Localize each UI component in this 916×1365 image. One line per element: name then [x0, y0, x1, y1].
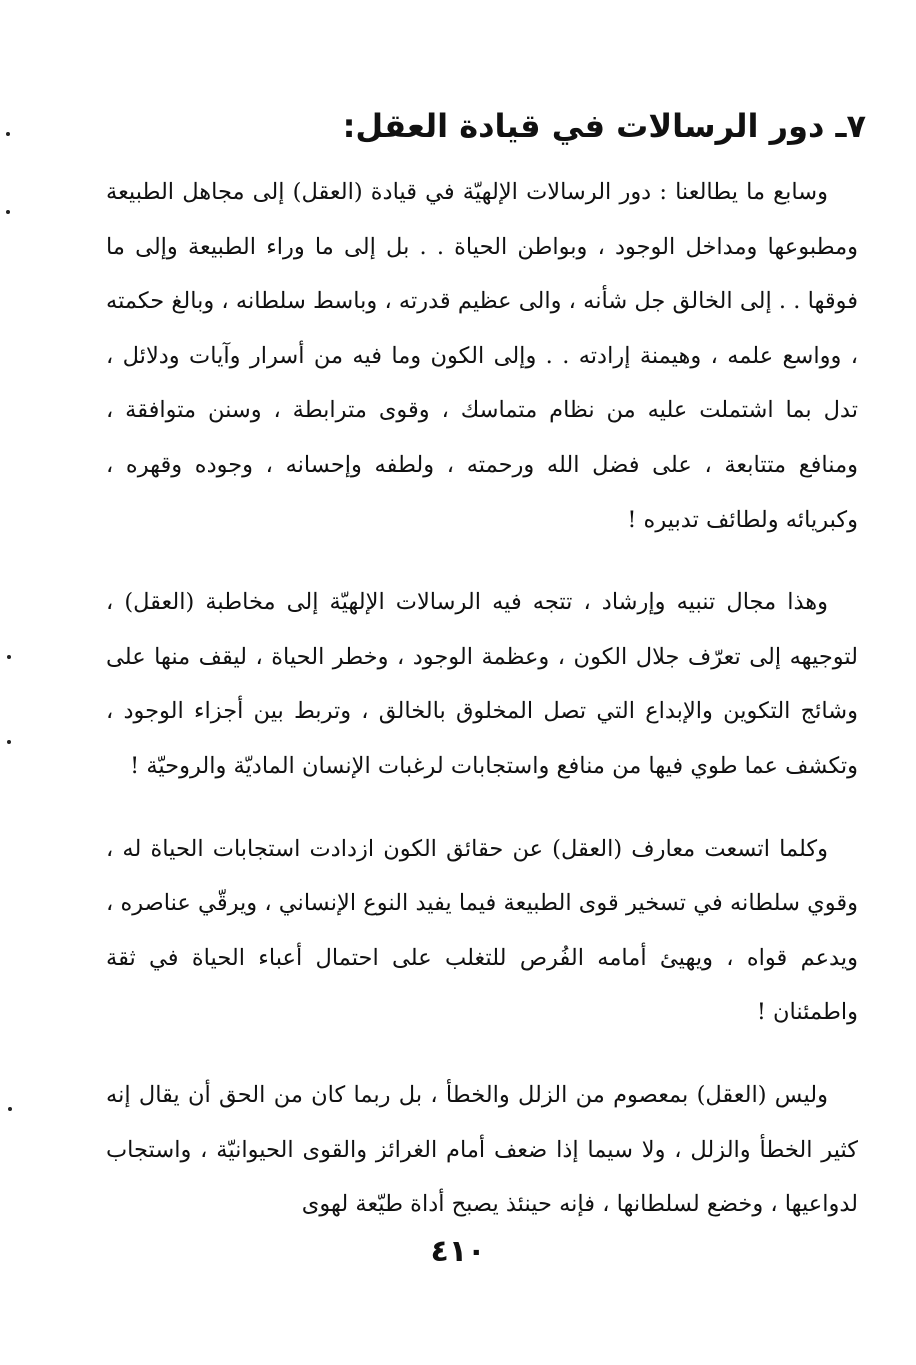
section-heading: ٧ـ دور الرسالات في قيادة العقل:: [342, 107, 866, 145]
paragraph: وسابع ما يطالعنا : دور الرسالات الإلهيّة في قيادة (العقل) إلى مجاهل الطبيعة ومطبوعها ومداخل الوجود ، وبواطن الحياة . . بل إلى ما وراء الطبيعة وإلى ما فوقها . . إلى الخالق جل شأنه ، والى عظيم قدرته ، وباسط سلطانه ، وبالغ حكمته ، وواسع علمه ، وهيمنة إرادته . . وإلى الكون وما فيه من أسرار وآيات ودلائل ، تدل بما اشتملت عليه من نظام متماسك ، وقوى مترابطة ، وسنن متوافقة ، ومنافع متتابعة ، على فضل الله ورحمته ، ولطفه وإحسانه ، وجوده وقهره ، وكبريائه ولطائف تدبيره !: [106, 179, 858, 533]
paragraph: وكلما اتسعت معارف (العقل) عن حقائق الكون ازدادت استجابات الحياة له ، وقوي سلطانه في تسخير قوى الطبيعة فيما يفيد النوع الإنساني ، ويرقّي عناصره ، ويدعم قواه ، ويهيئ أمامه الفُرص للتغلب على احتمال أعباء الحياة في ثقة واطمئنان !: [106, 835, 858, 1026]
scan-speck: [7, 740, 11, 744]
page-number: ٤١٠: [430, 1234, 486, 1269]
scan-speck: [6, 132, 10, 136]
paragraph: وليس (العقل) بمعصوم من الزلل والخطأ ، بل ربما كان من الحق أن يقال إنه كثير الخطأ والزلل ، ولا سيما إذا ضعف أمام الغرائز والقوى الحيوانيّة ، واستجاب لدواعيها ، وخضع لسلطانها ، فإنه حينئذ يصبح أداة طيّعة لهوى: [106, 1081, 858, 1218]
scan-speck: [8, 1107, 12, 1111]
scan-speck: [7, 655, 11, 659]
body-text: [106, 165, 858, 1260]
paragraph: وهذا مجال تنبيه وإرشاد ، تتجه فيه الرسالات الإلهيّة إلى مخاطبة (العقل) ، لتوجيهه إلى تعرّف جلال الكون ، وعظمة الوجود ، وخطر الحياة ، ليقف منها على وشائج التكوين والإبداع التي تصل المخلوق بالخالق ، وتربط بين أجزاء الوجود ، وتكشف عما طوي فيها من منافع واستجابات لرغبات الإنسان الماديّة والروحيّة !: [106, 589, 858, 779]
scan-speck: [6, 210, 10, 214]
